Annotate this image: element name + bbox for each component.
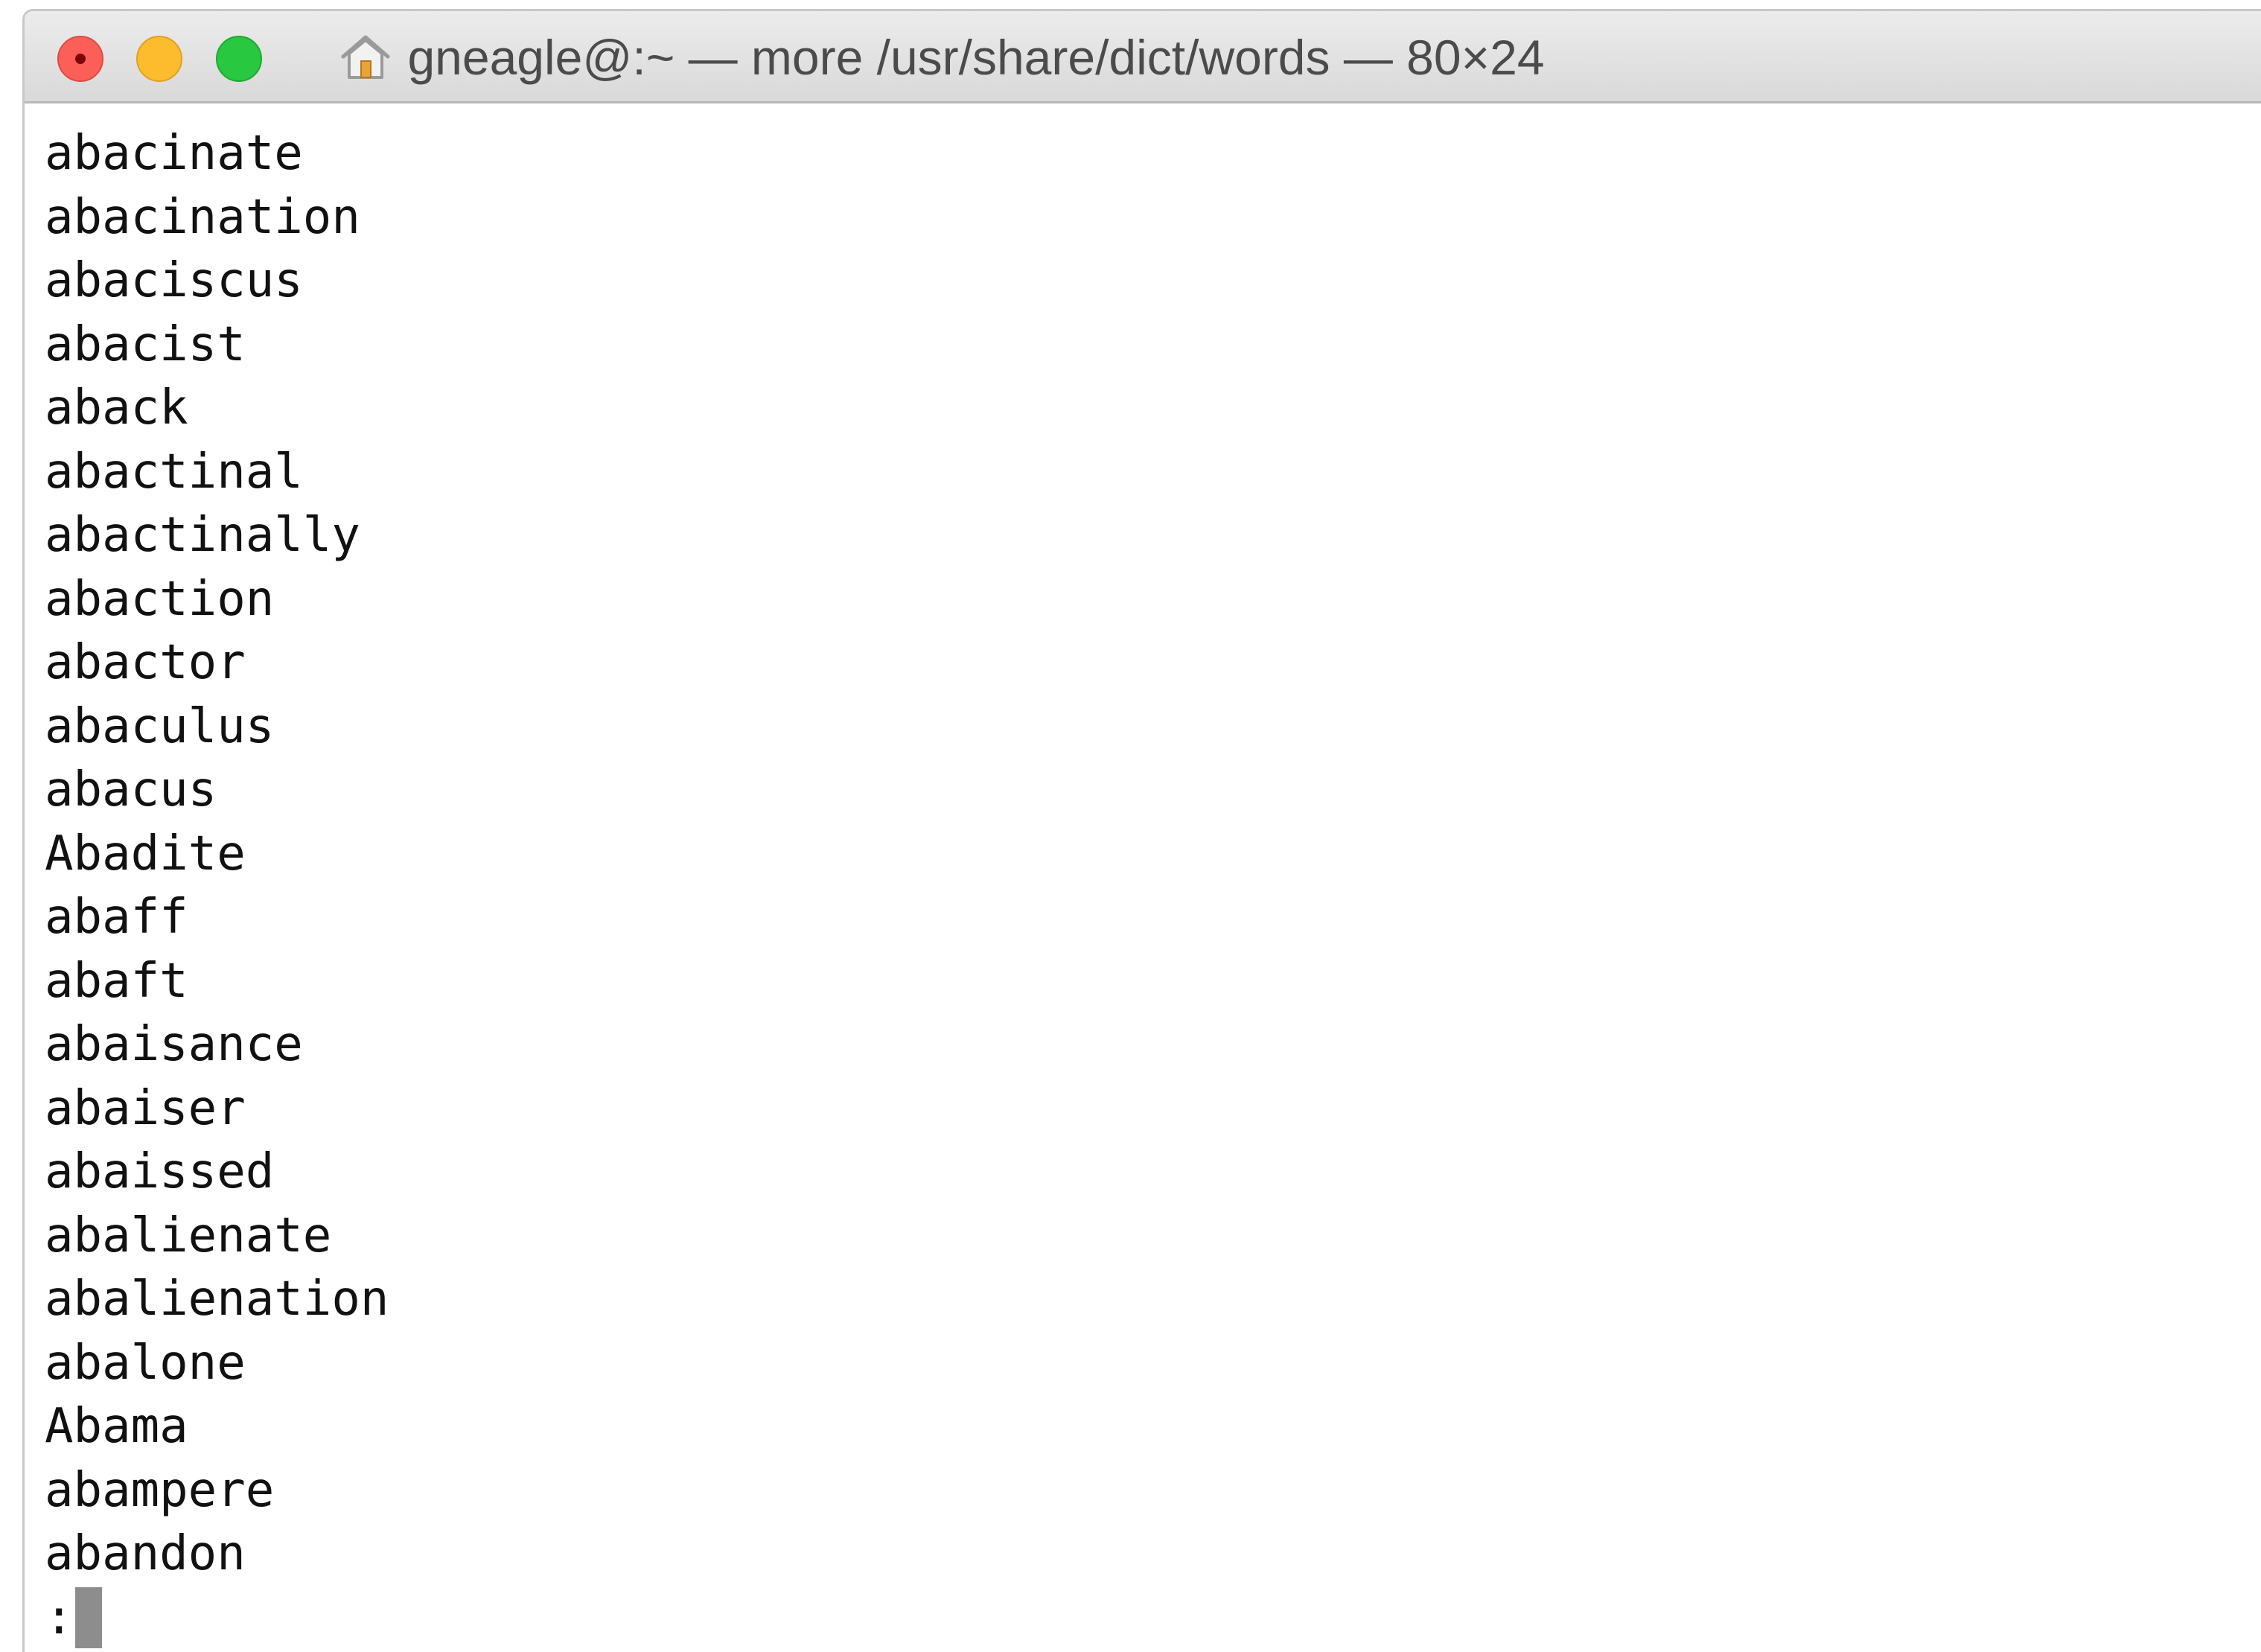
terminal-line: abaction bbox=[45, 571, 275, 627]
terminal-line: abactinally bbox=[45, 508, 360, 563]
terminal-line: abaiser bbox=[45, 1080, 246, 1136]
window-title-area bbox=[25, 11, 2261, 103]
more-prompt-line bbox=[45, 1586, 2261, 1651]
terminal-line: abaft bbox=[45, 953, 188, 1009]
terminal-line: abacinate bbox=[45, 126, 303, 181]
terminal-line: aback bbox=[45, 380, 188, 436]
home-icon bbox=[339, 31, 392, 83]
output-lines bbox=[45, 122, 2261, 1586]
terminal-line: abandon bbox=[45, 1526, 246, 1581]
terminal-window bbox=[22, 9, 2261, 1652]
terminal-line: abacus bbox=[45, 762, 217, 817]
terminal-line: abaff bbox=[45, 890, 188, 945]
window-title: gneagle@:~ — more /usr/share/dict/words — 80×24 bbox=[407, 30, 1545, 85]
terminal-line: abampere bbox=[45, 1462, 275, 1518]
title-bar[interactable] bbox=[25, 11, 2261, 103]
terminal-line: abaciscus bbox=[45, 253, 303, 308]
terminal-line: abaisance bbox=[45, 1017, 303, 1072]
terminal-line: abactor bbox=[45, 635, 246, 690]
terminal-line: abalone bbox=[45, 1335, 246, 1391]
terminal-line: Abadite bbox=[45, 826, 246, 881]
terminal-line: abacination bbox=[45, 189, 360, 245]
terminal-line: Abama bbox=[45, 1399, 188, 1454]
terminal-output[interactable] bbox=[25, 103, 2261, 1652]
terminal-line: abalienate bbox=[45, 1208, 332, 1263]
terminal-line: abalienation bbox=[45, 1272, 389, 1327]
text-cursor bbox=[75, 1587, 102, 1648]
terminal-line: abaissed bbox=[45, 1144, 275, 1199]
terminal-line: abacist bbox=[45, 316, 246, 372]
more-prompt: : bbox=[45, 1589, 74, 1645]
terminal-line: abaculus bbox=[45, 698, 275, 754]
terminal-line: abactinal bbox=[45, 444, 303, 500]
